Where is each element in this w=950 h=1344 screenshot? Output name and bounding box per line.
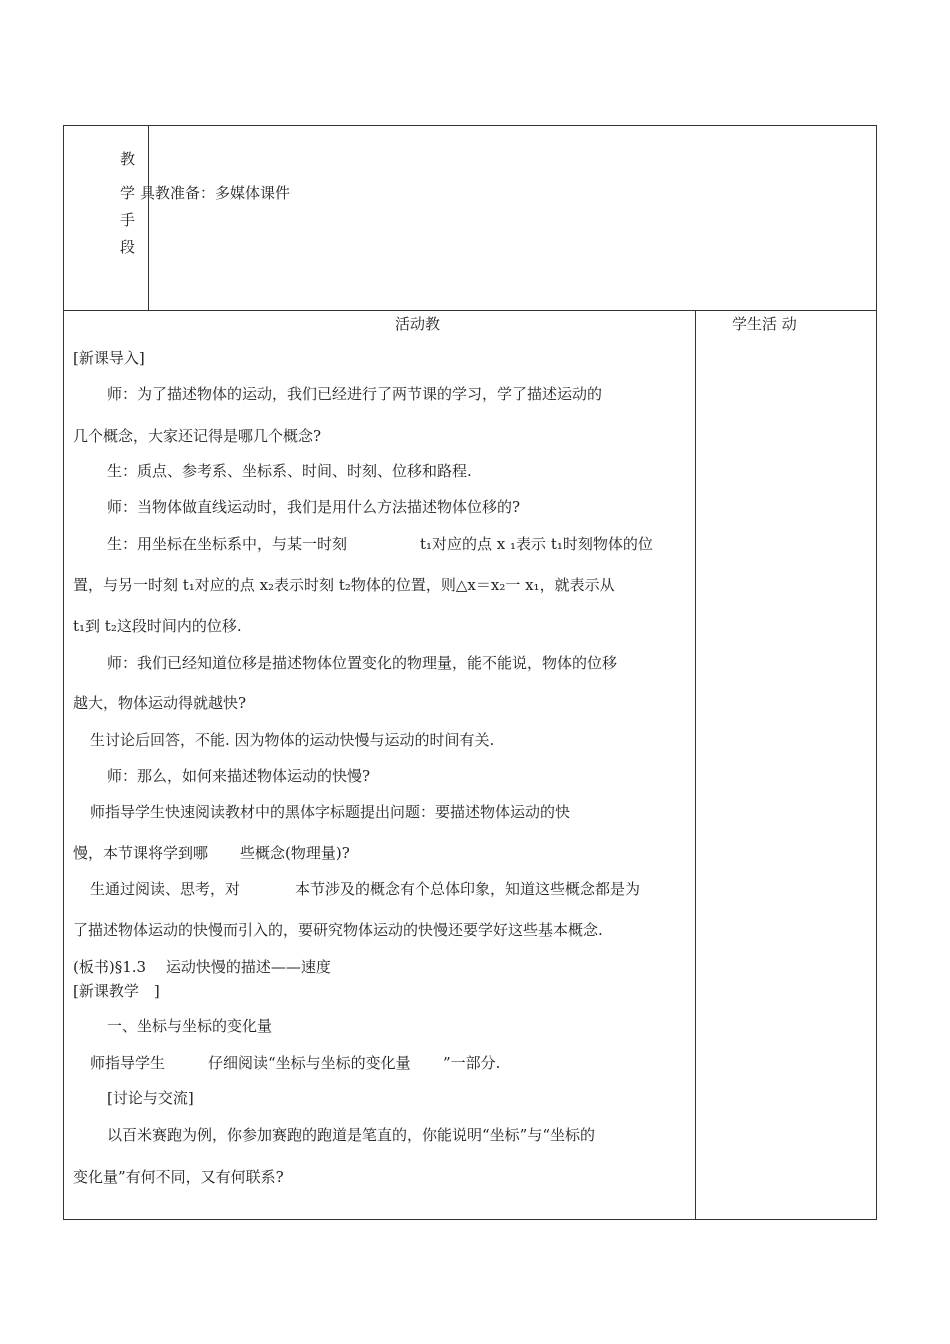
section-new-lesson-tag: [新课教学 ] [73, 982, 160, 1000]
section-intro-tag: [新课导入] [73, 349, 145, 367]
subsection-heading: 一、坐标与坐标的变化量 [107, 1017, 273, 1035]
teacher-activity-header: 活动教 [395, 315, 441, 333]
paragraph-line: 本节涉及的概念有个总体印象，知道这些概念都是为 [295, 880, 641, 898]
paragraph-line: 越大，物体运动得就越快? [73, 694, 247, 712]
paragraph-line: 了描述物体运动的快慢而引入的，要研究物体运动的快慢还要学好这些基本概念. [73, 921, 603, 939]
student-activity-header: 学生活 动 [732, 315, 797, 333]
paragraph-line: 生讨论后回答，不能. 因为物体的运动快慢与运动的时间有关. [90, 731, 495, 749]
paragraph-line: 生：用坐标在坐标系中，与某一时刻 [107, 535, 348, 553]
column-divider [695, 310, 696, 1220]
label-char-1: 教 [120, 150, 136, 168]
label-char-3: 手 [120, 211, 136, 229]
top-section-box [63, 125, 877, 311]
paragraph-line: 以百米赛跑为例，你参加赛跑的跑道是笔直的，你能说明“坐标”与“坐标的 [107, 1126, 596, 1144]
paragraph-line: 师：我们已经知道位移是描述物体位置变化的物理量，能不能说，物体的位移 [107, 654, 618, 672]
top-section-divider [148, 125, 149, 311]
teaching-prep-text: 具教准备：多媒体课件 [140, 184, 291, 202]
paragraph-line: 师指导学生 [90, 1054, 166, 1072]
paragraph-line: 几个概念，大家还记得是哪几个概念? [73, 427, 322, 445]
board-writing-title: (板书)§1.3 运动快慢的描述——速度 [73, 958, 331, 976]
paragraph-line: 变化量”有何不同，又有何联系? [73, 1168, 284, 1186]
label-char-2: 学 [120, 184, 136, 202]
paragraph-line: 师：当物体做直线运动时，我们是用什么方法描述物体位移的? [107, 498, 521, 516]
paragraph-line: 师：为了描述物体的运动，我们已经进行了两节课的学习，学了描述运动的 [107, 385, 603, 403]
paragraph-line: 些概念(物理量)? [240, 844, 350, 862]
paragraph-line: 师指导学生快速阅读教材中的黑体字标题提出问题：要描述物体运动的快 [90, 803, 571, 821]
paragraph-line: 慢，本节课将学到哪 [73, 844, 209, 862]
label-char-4: 段 [120, 238, 136, 256]
paragraph-line: 仔细阅读“坐标与坐标的变化量 [208, 1054, 411, 1072]
paragraph-line: t₁到 t₂这段时间内的位移. [73, 617, 242, 635]
paragraph-line: 生通过阅读、思考，对 [90, 880, 241, 898]
paragraph-line: 置，与另一时刻 t₁对应的点 x₂表示时刻 t₂物体的位置，则△x＝x₂一 x₁，就表示从 [73, 576, 615, 594]
paragraph-line: ”一部分. [443, 1054, 501, 1072]
paragraph-line: 师：那么，如何来描述物体运动的快慢? [107, 767, 371, 785]
paragraph-line: 生：质点、参考系、坐标系、时间、时刻、位移和路程. [107, 462, 472, 480]
main-section-box [63, 310, 877, 1220]
discussion-tag: [讨论与交流] [107, 1089, 194, 1107]
paragraph-line: t₁对应的点 x ₁表示 t₁时刻物体的位 [420, 535, 653, 553]
